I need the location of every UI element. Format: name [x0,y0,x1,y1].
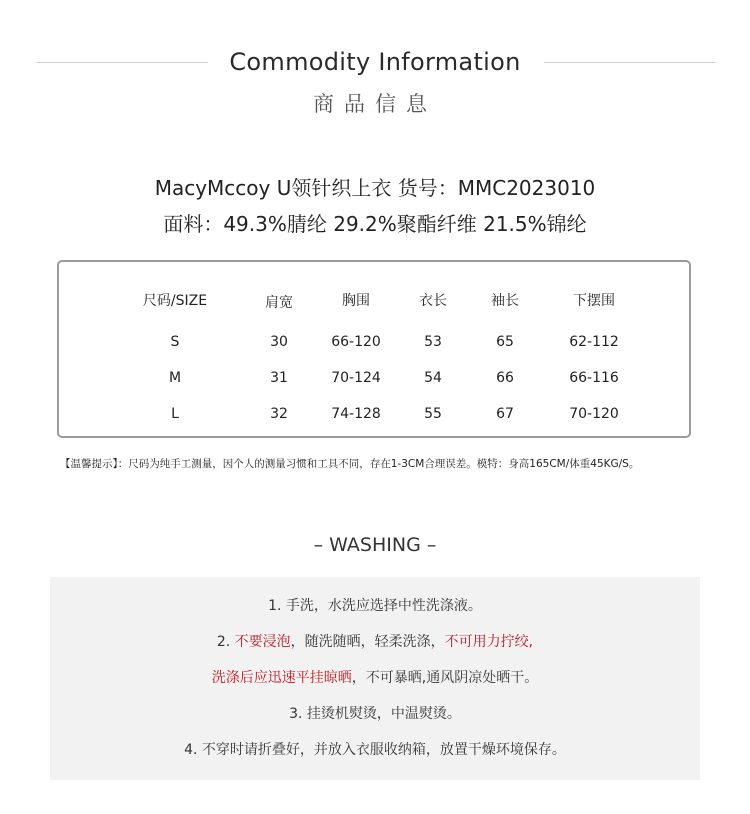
instruction-2-red-1: 不要浸泡 [234,634,291,650]
table-cell: 54 [424,370,442,386]
washing-title: – WASHING – [313,534,437,556]
table-cell: 70-124 [331,370,381,386]
table-cell: 70-120 [569,406,619,422]
table-cell: 66 [496,370,514,386]
table-cell: L [171,406,179,422]
instruction-3-rest: ，不可暴晒,通风阴凉处晒干。 [351,670,539,686]
size-header-shoulder: 肩宽 [265,295,293,311]
washing-instruction-2-cont [0,667,750,687]
product-name-line: MacyMccoy U领针织上衣 货号：MMC2023010 [154,176,596,200]
table-cell: 67 [496,406,514,422]
instruction-2-mid: ，随洗随晒，轻柔洗涤， [290,634,445,650]
table-cell: 65 [496,334,514,350]
table-cell: 53 [424,334,442,350]
instruction-2-prefix: 2. [216,634,235,650]
note-text: ：尺码为纯手工测量，因个人的测量习惯和工具不同，存在1-3CM合理误差。模特：身高165CM/体重45KG/S。 [117,458,640,470]
commodity-info-title: Commodity Information [229,48,521,76]
table-cell: 30 [270,334,288,350]
table-cell: 66-116 [569,370,619,386]
size-header-chest: 胸围 [342,293,370,309]
size-header-sleeve: 袖长 [491,293,519,309]
size-table [57,260,691,438]
table-cell: 31 [270,370,288,386]
table-cell: 62-112 [569,334,619,350]
washing-instruction-3: 3. 挂烫机熨烫，中温熨烫。 [289,706,461,722]
table-cell: S [170,334,180,350]
size-header-size: 尺码/SIZE [142,293,208,309]
instruction-3-red: 洗涤后应迅速平挂晾晒 [211,670,352,686]
washing-instruction-4: 4. 不穿时请折叠好，并放入衣服收纳箱，放置干燥环境保存。 [184,742,566,758]
table-cell: M [168,370,182,386]
table-cell: 66-120 [331,334,381,350]
table-cell: 74-128 [331,406,381,422]
washing-instruction-1: 1. 手洗，水洗应选择中性洗涤液。 [268,598,482,614]
measurement-note [60,456,720,471]
size-header-length: 衣长 [419,293,447,309]
commodity-info-title-cn: 商品信息 [313,92,437,116]
table-cell: 55 [424,406,442,422]
product-fabric-line: 面料：49.3%腈纶 29.2%聚酯纤维 21.5%锦纶 [163,212,587,236]
table-cell: 32 [270,406,288,422]
size-header-hem: 下摆围 [573,293,615,309]
instruction-2-red-2: 不可用力拧绞, [444,634,534,650]
washing-instruction-2 [0,631,750,651]
note-label: 【温馨提示】 [60,458,118,470]
